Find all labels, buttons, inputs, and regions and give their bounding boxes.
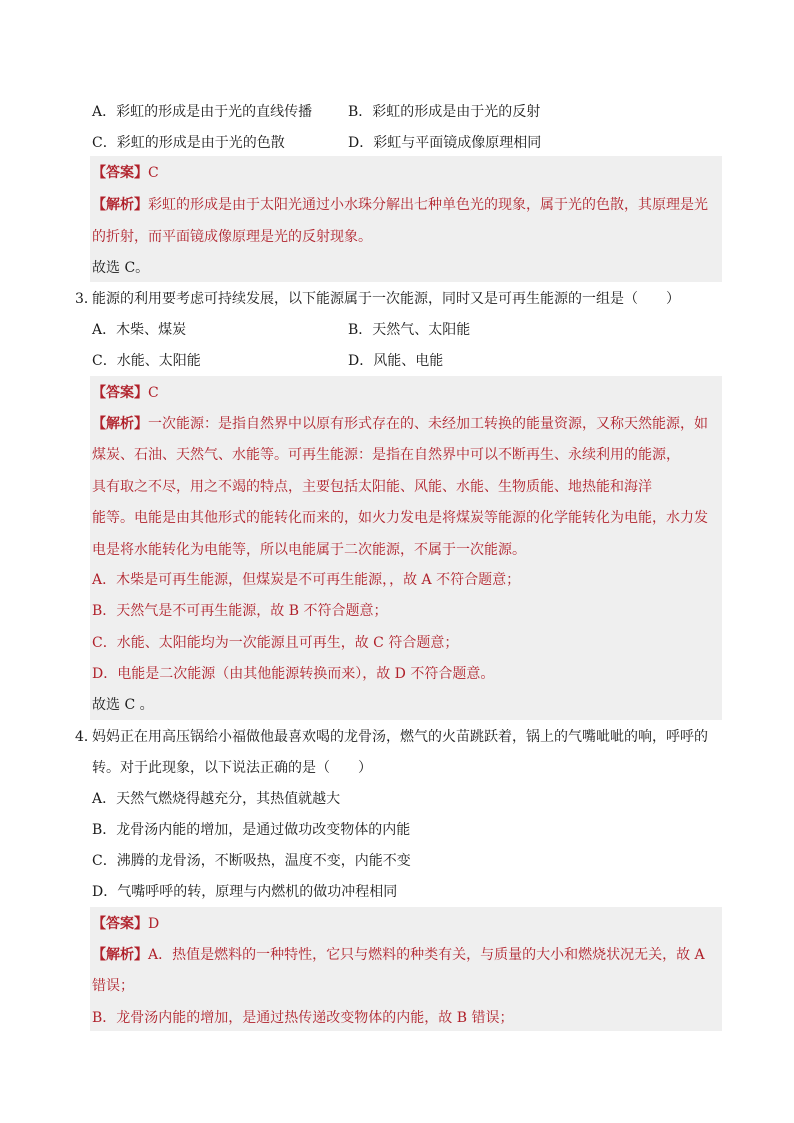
analysis-text: 一次能源：是指自然界中以原有形式存在的、未经加工转换的能量资源，又称天然能源，如 (148, 416, 708, 432)
q4-stem-line-1: 妈妈正在用高压锅给小福做他最喜欢喝的龙骨汤，燃气的火苗跳跃着，锅上的气嘴呲呲的响，呼呼的 (92, 729, 708, 745)
q3-answer (92, 383, 159, 403)
q3-option-a: A．木柴、煤炭 (92, 322, 187, 338)
q3-analysis-line-5: 电是将水能转化为电能等，所以电能属于二次能源，不属于一次能源。 (92, 542, 526, 558)
q2-answer (92, 163, 159, 183)
answer-tag: 【答案】 (92, 385, 148, 401)
q4-option-d: D．气嘴呼呼的转，原理与内燃机的做功冲程相同 (92, 884, 398, 900)
q2-conclusion: 故选 C。 (92, 260, 150, 276)
answer-tag: 【答案】 (92, 916, 148, 932)
answer-value: C (148, 165, 159, 181)
q3-analysis-line-1 (92, 414, 708, 434)
analysis-tag: 【解析】 (92, 416, 148, 432)
q2-analysis-line-2: 的折射，而平面镜成像原理是光的反射现象。 (92, 229, 372, 245)
q3-number: 3． (75, 291, 98, 307)
analysis-text: 彩虹的形成是由于太阳光通过小水珠分解出七种单色光的现象，属于光的色散，其原理是光 (148, 197, 708, 213)
q4-number: 4． (75, 729, 98, 745)
q3-option-analysis-c: C．水能、太阳能均为一次能源且可再生，故 C 符合题意； (92, 635, 459, 651)
analysis-tag: 【解析】 (92, 947, 148, 963)
q3-option-b: B．天然气、太阳能 (348, 322, 471, 338)
q3-analysis-line-2: 煤炭、石油、天然气、水能等。可再生能源：是指在自然界中可以不断再生、永续利用的能源， (92, 447, 680, 463)
q3-conclusion: 故选 C 。 (92, 697, 154, 713)
q2-option-b: B．彩虹的形成是由于光的反射 (348, 104, 541, 120)
q2-option-c: C．彩虹的形成是由于光的色散 (92, 135, 285, 151)
q3-option-analysis-b: B．天然气是不可再生能源，故 B 不符合题意； (92, 603, 388, 619)
analysis-text: A．热值是燃料的一种特性，它只与燃料的种类有关，与质量的大小和燃烧状况无关，故 A (148, 947, 705, 963)
q2-answer-box (90, 156, 722, 282)
analysis-tag: 【解析】 (92, 197, 148, 213)
q3-option-analysis-d: D．电能是二次能源（由其他能源转换而来），故 D 不符合题意。 (92, 666, 495, 682)
q3-analysis-line-3: 具有取之不尽，用之不竭的特点，主要包括太阳能、风能、水能、生物质能、地热能和海洋 (92, 479, 652, 495)
answer-value: C (148, 385, 159, 401)
q2-option-a: A．彩虹的形成是由于光的直线传播 (92, 104, 313, 120)
q4-answer (92, 914, 159, 934)
q4-stem-line-2: 转。对于此现象，以下说法正确的是（ ） (92, 760, 372, 776)
q3-option-c: C．水能、太阳能 (92, 353, 201, 369)
q2-analysis-line-1 (92, 195, 708, 215)
q4-option-c: C．沸腾的龙骨汤，不断吸热，温度不变，内能不变 (92, 853, 411, 869)
q3-option-analysis-a: A．木柴是可再生能源，但煤炭是不可再生能源，，故 A 不符合题意； (92, 572, 521, 588)
q4-analysis-line-2: 错误； (92, 978, 134, 994)
q4-analysis-line-1 (92, 945, 705, 965)
q4-option-b: B．龙骨汤内能的增加，是通过做功改变物体的内能 (92, 822, 411, 838)
q3-analysis-line-4: 能等。电能是由其他形式的能转化而来的，如火力发电是将煤炭等能源的化学能转化为电能，水力发 (92, 510, 708, 526)
answer-tag: 【答案】 (92, 165, 148, 181)
answer-value: D (148, 916, 160, 932)
q3-option-d: D．风能、电能 (348, 353, 444, 369)
q4-option-a: A．天然气燃烧得越充分，其热值就越大 (92, 791, 341, 807)
q2-option-d: D．彩虹与平面镜成像原理相同 (348, 135, 542, 151)
q4-analysis-line-3: B．龙骨汤内能的增加，是通过热传递改变物体的内能，故 B 错误； (92, 1010, 514, 1026)
q3-stem: 能源的利用要考虑可持续发展，以下能源属于一次能源，同时又是可再生能源的一组是（ ） (92, 291, 680, 307)
